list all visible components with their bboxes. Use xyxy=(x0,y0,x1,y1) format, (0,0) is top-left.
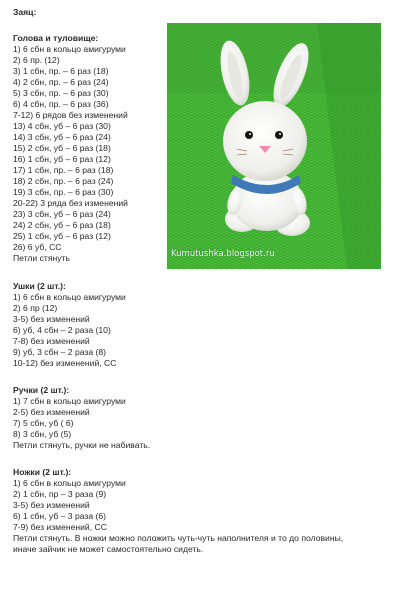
arms-row: 7) 5 сбн, уб ( 6) xyxy=(13,418,74,428)
head-body-row: 2) 6 пр. (12) xyxy=(13,55,60,65)
head-body-row: 13) 4 сбн, уб – 6 раз (30) xyxy=(13,121,111,131)
ears-row: 6) уб, 4 сбн – 2 раза (10) xyxy=(13,325,111,335)
ears-row: 7-8) без изменений xyxy=(13,336,90,346)
head-body-heading: Голова и туловище: xyxy=(13,33,99,43)
head-body-row: 4) 2 сбн, пр. – 6 раз (24) xyxy=(13,77,109,87)
head-body-row: 24) 2 сбн, уб – 6 раз (18) xyxy=(13,220,111,230)
bunny-head xyxy=(223,101,307,181)
head-body-row: 14) 3 сбн, уб – 6 раз (24) xyxy=(13,132,111,142)
ears-row: 2) 6 пр (12) xyxy=(13,303,58,313)
head-body-row: 25) 1 сбн, уб – 6 раз (12) xyxy=(13,231,111,241)
head-body-row: 1) 6 сбн в кольцо амигуруми xyxy=(13,44,126,54)
left-eye xyxy=(245,131,253,139)
ears-row: 10-12) без изменений, СС xyxy=(13,358,117,368)
arms-row: 8) 3 сбн, уб (5) xyxy=(13,429,72,439)
head-body-row: 7-12) 6 рядов без изменений xyxy=(13,110,128,120)
pattern-title: Заяц: xyxy=(13,7,37,17)
head-body-row: 20-22) 3 ряда без изменений xyxy=(13,198,128,208)
head-body-row: 26) 6 уб, СС xyxy=(13,242,62,252)
head-body-row: 16) 1 сбн, уб – 6 раз (12) xyxy=(13,154,111,164)
bunny-photo xyxy=(167,23,381,269)
head-body-row: Петли стянуть xyxy=(13,253,70,263)
photo-watermark: Kumutushka.blogspot.ru xyxy=(171,249,275,259)
arms-heading: Ручки (2 шт.): xyxy=(13,385,70,395)
head-body-row: 17) 1 сбн, пр. – 6 раз (18) xyxy=(13,165,114,175)
head-body-row: 19) 3 сбн, пр. – 6 раз (30) xyxy=(13,187,114,197)
head-body-row: 5) 3 сбн, пр. – 6 раз (30) xyxy=(13,88,109,98)
ears-row: 9) уб, 3 сбн – 2 раза (8) xyxy=(13,347,107,357)
ears-row: 3-5) без изменений xyxy=(13,314,90,324)
legs-row: 7-9) без изменений, СС xyxy=(13,522,107,532)
legs-row: иначе зайчик не может самостоятельно сидеть. xyxy=(13,544,204,554)
legs-row: 2) 1 сбн, пр – 3 раза (9) xyxy=(13,489,107,499)
arms-row: 2-5) без изменений xyxy=(13,407,90,417)
ears-row: 1) 6 сбн в кольцо амигуруми xyxy=(13,292,126,302)
legs-row: 6) 1 сбн, уб – 3 раза (6) xyxy=(13,511,107,521)
legs-row: 3-5) без изменений xyxy=(13,500,90,510)
head-body-row: 15) 2 сбн, уб – 6 раз (18) xyxy=(13,143,111,153)
right-eye xyxy=(275,131,283,139)
legs-row: 1) 6 сбн в кольцо амигуруми xyxy=(13,478,126,488)
bunny-illustration xyxy=(167,23,381,269)
arms-row: 1) 7 сбн в кольцо амигуруми xyxy=(13,396,126,406)
head-body-row: 18) 2 сбн, пр. – 6 раз (24) xyxy=(13,176,114,186)
head-body-row: 3) 1 сбн, пр. – 6 раз (18) xyxy=(13,66,109,76)
legs-heading: Ножки (2 шт.): xyxy=(13,467,72,477)
ears-heading: Ушки (2 шт.): xyxy=(13,281,66,291)
head-body-row: 6) 4 сбн, пр. – 6 раз (36) xyxy=(13,99,109,109)
legs-row: Петли стянуть. В ножки можно положить чуть-чуть наполнителя и то до половины, xyxy=(13,533,344,543)
head-body-row: 23) 3 сбн, уб – 6 раз (24) xyxy=(13,209,111,219)
arms-row: Петли стянуть, ручки не набивать. xyxy=(13,440,151,450)
